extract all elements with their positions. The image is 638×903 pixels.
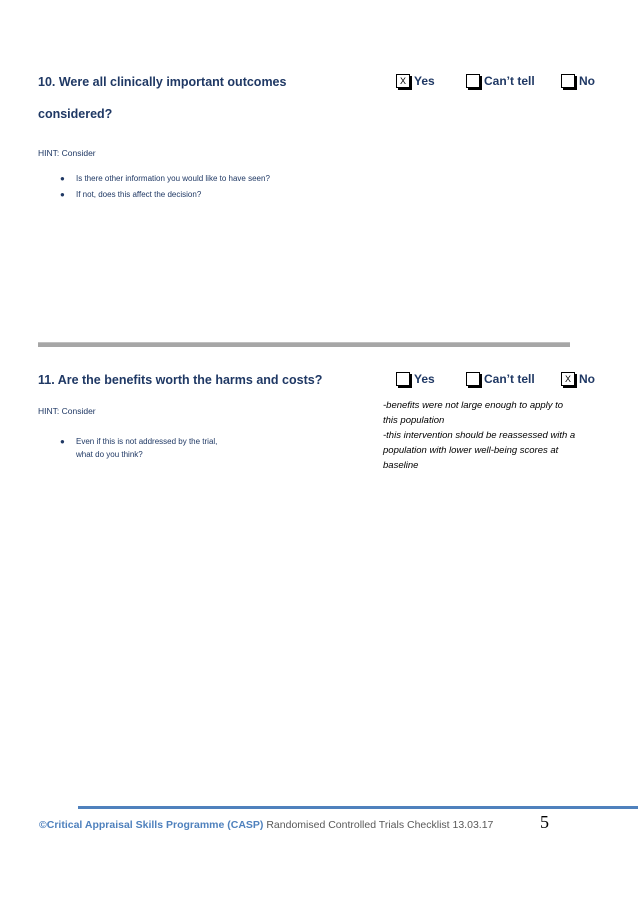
list-item-text: what do you think?	[76, 450, 143, 459]
q10-hint-list	[38, 172, 378, 201]
footer-doc-title: Randomised Controlled Trials Checklist 13.03.17	[266, 819, 494, 831]
q11-option-cant-tell-label: Can’t tell	[484, 372, 535, 386]
answer-line: population with lower well-being scores at	[383, 445, 559, 456]
q11-option-cant-tell[interactable]	[466, 371, 535, 387]
q10-title-line1: 10. Were all clinically important outcomes	[38, 75, 287, 89]
q10-option-yes[interactable]	[396, 73, 435, 89]
checkbox-icon[interactable]: X	[396, 74, 410, 88]
section-divider	[38, 342, 570, 347]
q11-option-yes-label: Yes	[414, 372, 435, 386]
list-item	[38, 188, 378, 201]
answer-line: this population	[383, 415, 445, 426]
q11-option-no-label: No	[579, 372, 595, 386]
list-item	[38, 435, 338, 448]
footer	[39, 819, 493, 831]
bullet-icon: ●	[60, 174, 65, 183]
q11-answer-notes[interactable]	[383, 398, 613, 473]
checkbox-icon[interactable]	[466, 372, 480, 386]
list-item-continuation	[38, 448, 338, 461]
answer-line: -benefits were not large enough to apply to	[383, 400, 564, 411]
q11-hint: HINT: Consider	[38, 406, 96, 416]
list-item-text: Even if this is not addressed by the trial,	[76, 437, 218, 446]
checkbox-icon[interactable]	[561, 74, 575, 88]
q11-hint-list	[38, 435, 338, 461]
list-item-text: If not, does this affect the decision?	[76, 190, 202, 199]
q10-hint: HINT: Consider	[38, 148, 96, 158]
checkbox-icon[interactable]: X	[561, 372, 575, 386]
checkbox-icon[interactable]	[396, 372, 410, 386]
q11-option-yes[interactable]	[396, 371, 435, 387]
checkbox-icon[interactable]	[466, 74, 480, 88]
answer-line: -this intervention should be reassessed with a	[383, 430, 576, 441]
footer-org: ©Critical Appraisal Skills Programme (CASP)	[39, 819, 264, 831]
q10-option-cant-tell[interactable]	[466, 73, 535, 89]
bullet-icon: ●	[60, 190, 65, 199]
q10-option-no-label: No	[579, 74, 595, 88]
list-item	[38, 172, 378, 185]
footer-divider	[78, 806, 638, 809]
q11-title: 11. Are the benefits worth the harms and costs?	[38, 373, 323, 387]
page-number: 5	[540, 812, 549, 832]
answer-line: baseline	[383, 460, 419, 471]
list-item-text: Is there other information you would like to have seen?	[76, 174, 270, 183]
q10-option-no[interactable]	[561, 73, 595, 89]
q11-option-no[interactable]	[561, 371, 595, 387]
q10-option-cant-tell-label: Can’t tell	[484, 74, 535, 88]
q10-title-line2: considered?	[38, 107, 113, 121]
bullet-icon: ●	[60, 437, 65, 446]
q10-option-yes-label: Yes	[414, 74, 435, 88]
